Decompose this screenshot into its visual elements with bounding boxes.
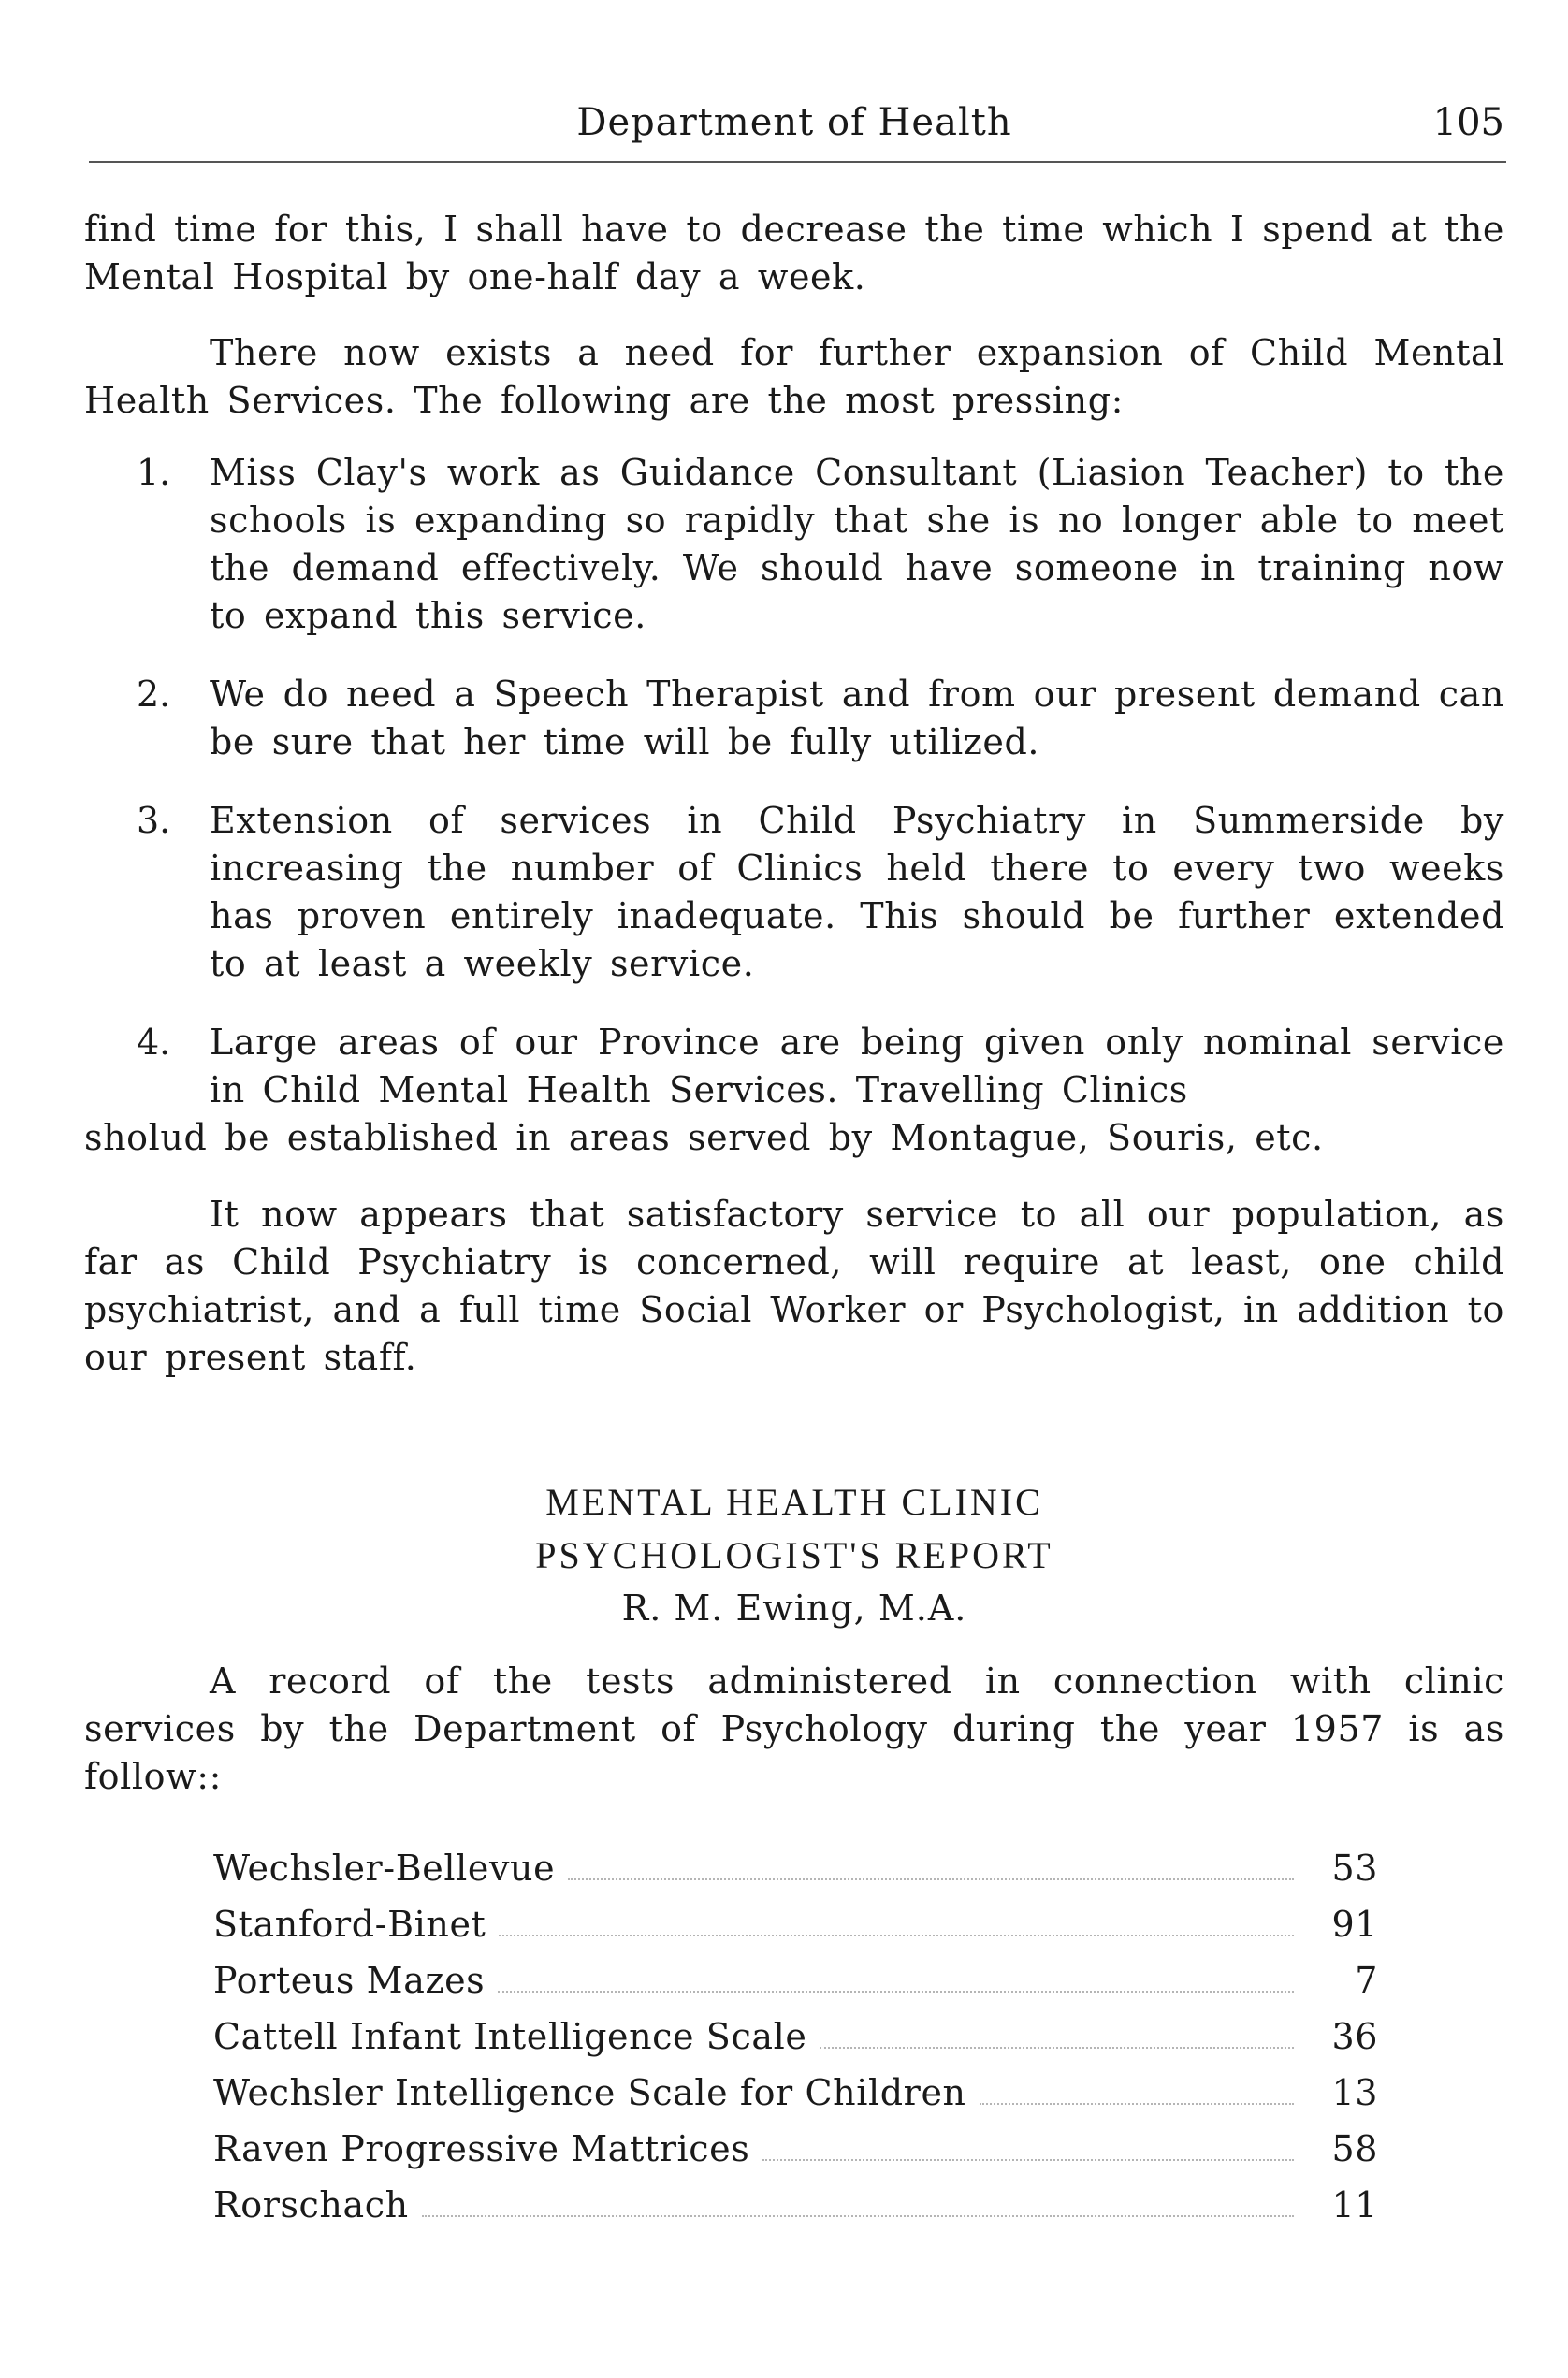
- list-item-number: 1.: [137, 452, 171, 493]
- test-name: Rorschach: [213, 2184, 409, 2226]
- dot-leader: [498, 1991, 1294, 1993]
- paragraph-continuation: find time for this, I shall have to decrease the time which I spend at the Mental Hospital by one-half day a week.: [84, 209, 1504, 297]
- test-name: Wechsler-Bellevue: [213, 1848, 556, 1889]
- test-row: [213, 1848, 1378, 1904]
- dot-leader: [762, 2159, 1294, 2161]
- test-row: [213, 2128, 1378, 2184]
- paragraph-needs-intro: There now exists a need for further expansion of Child Mental Health Services. The following are the most pressing:: [84, 332, 1504, 421]
- list-item: [84, 449, 1504, 640]
- dot-leader: [499, 1935, 1294, 1936]
- list-item-number: 2.: [137, 674, 171, 715]
- test-row: [213, 1904, 1378, 1960]
- test-count: 11: [1331, 2184, 1378, 2226]
- test-count: 36: [1331, 2016, 1378, 2057]
- page-number: 105: [1432, 101, 1504, 144]
- list-item-number: 3.: [137, 800, 171, 841]
- test-name: Stanford-Binet: [213, 1904, 486, 1945]
- dot-leader: [422, 2215, 1294, 2217]
- page-body: [84, 206, 1504, 1801]
- test-name: Porteus Mazes: [213, 1960, 486, 2001]
- test-row: [213, 2184, 1378, 2240]
- header-rule: [89, 161, 1506, 163]
- list-item: [84, 1019, 1504, 1162]
- list-item-text: We do need a Speech Therapist and from our present demand can be sure that her time will be fully utilized.: [210, 674, 1504, 762]
- list-item: [84, 671, 1504, 766]
- list-item-text: Miss Clay's work as Guidance Consultant (Liasion Teacher) to the schools is expanding so rapidly that she is no longer able to meet the demand effectively. We should have someone in training now to expand this service.: [210, 452, 1504, 636]
- section-heading: [84, 1475, 1504, 1635]
- list-item-text-continued: sholud be established in areas served by Montague, Souris, etc.: [84, 1117, 1324, 1158]
- paragraph-staffing: It now appears that satisfactory service to all our population, as far as Child Psychiatry is concerned, will require at least, one child psychiatrist, and a full time Social Worker or Psychologist, in addition to our present staff.: [84, 1194, 1504, 1378]
- list-item-text: Large areas of our Province are being given only nominal service in Child Mental Health Services. Travelling Clinics: [210, 1022, 1504, 1110]
- paragraph-test-record: A record of the tests administered in connection with clinic services by the Department of Psychology during the year 1957 is as follow::: [84, 1660, 1504, 1797]
- test-name: Wechsler Intelligence Scale for Children: [213, 2072, 966, 2113]
- test-row: [213, 2072, 1378, 2128]
- dot-leader: [568, 1878, 1294, 1880]
- section-title-line1: MENTAL HEALTH CLINIC: [545, 1481, 1043, 1523]
- page-header: [84, 101, 1504, 157]
- test-count: 7: [1355, 1960, 1378, 2001]
- needs-list: [84, 449, 1504, 1162]
- test-row: [213, 2016, 1378, 2072]
- test-count: 58: [1331, 2128, 1378, 2169]
- tests-list: [213, 1848, 1378, 2240]
- test-count: 13: [1331, 2072, 1378, 2113]
- section-author: R. M. Ewing, M.A.: [621, 1588, 967, 1629]
- test-name: Cattell Infant Intelligence Scale: [213, 2016, 807, 2057]
- test-name: Raven Progressive Mattrices: [213, 2128, 750, 2169]
- list-item-text: Extension of services in Child Psychiatry in Summerside by increasing the number of Clinics held there to every two weeks has proven entirely inadequate. This should be further extended to at least a weekly service.: [210, 800, 1504, 984]
- running-title: Department of Health: [576, 101, 1012, 144]
- test-count: 53: [1331, 1848, 1378, 1889]
- list-item-number: 4.: [137, 1022, 171, 1063]
- list-item: [84, 797, 1504, 988]
- dot-leader: [820, 2047, 1294, 2049]
- test-row: [213, 1960, 1378, 2016]
- dot-leader: [980, 2103, 1294, 2105]
- section-title-line2: PSYCHOLOGIST'S REPORT: [535, 1534, 1053, 1576]
- test-count: 91: [1331, 1904, 1378, 1945]
